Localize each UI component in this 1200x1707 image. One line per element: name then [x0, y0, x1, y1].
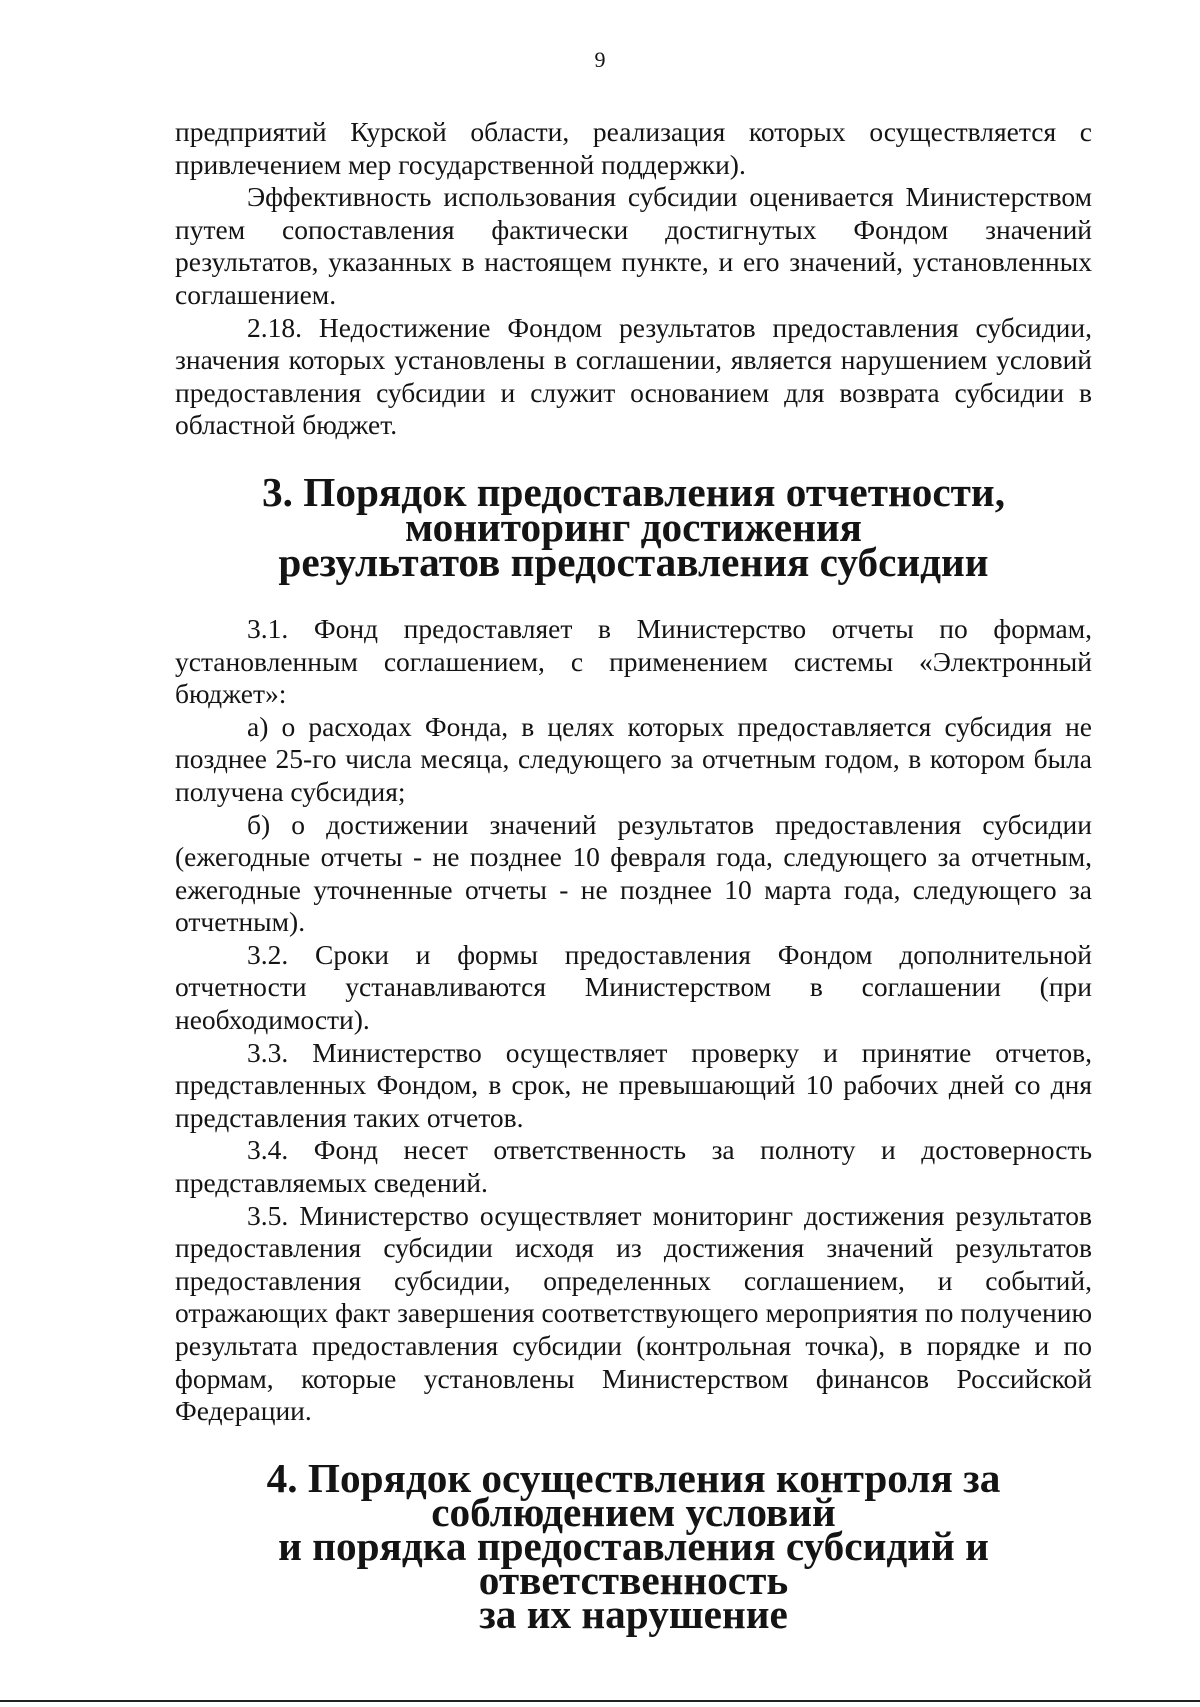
section3-heading-line: 3. Порядок предоставления отчетности, мониторинг достижения — [261, 468, 1006, 550]
section4-heading-line: 4. Порядок осуществления контроля за соблюдением условий — [266, 1454, 1001, 1535]
paragraph: 2.18. Недостижение Фондом результатов предоставления субсидии, значения которых установлены в соглашении, является нарушением условий предоставления субсидии и служит основанием для возврата субсидии в областной бюджет. — [175, 311, 1092, 441]
document-body — [175, 116, 1092, 1637]
paragraph: 3.5. Министерство осуществляет мониторинг достижения результатов предоставления субсидии исходя из достижения значений результатов предоставления субсидии, определенных соглашением, и событий, отражающих факт завершения соответствующего мероприятия по получению результата предоставления субсидии (контрольная точка), в порядке и по формам, которые установлены Министерством финансов Российской Федерации. — [175, 1199, 1092, 1427]
scan-bottom-edge — [0, 1700, 1200, 1702]
paragraph: Эффективность использования субсидии оценивается Министерством путем сопоставления фактически достигнутых Фондом значений результатов, указанных в настоящем пункте, и его значений, установленных соглашением. — [175, 181, 1092, 310]
section2-continuation — [175, 116, 1092, 442]
section3-heading — [175, 468, 1092, 585]
section4-heading — [175, 1454, 1092, 1637]
section3-body — [175, 613, 1092, 1428]
paragraph: а) о расходах Фонда, в целях которых предоставляется субсидия не позднее 25-го числа месяца, следующего за отчетным годом, в котором была получена субсидия; — [175, 710, 1092, 807]
paragraph: предприятий Курской области, реализация которых осуществляется с привлечением мер государственной поддержки). — [175, 116, 1092, 180]
paragraph: 3.2. Сроки и формы предоставления Фондом дополнительной отчетности устанавливаются Министерством в соглашении (при необходимости). — [175, 938, 1092, 1036]
paragraph: 3.4. Фонд несет ответственность за полноту и достоверность представляемых сведений. — [175, 1134, 1092, 1199]
paragraph: 3.1. Фонд предоставляет в Министерство отчеты по формам, установленным соглашением, с применением системы «Электронный бюджет»: — [175, 612, 1092, 710]
paragraph: б) о достижении значений результатов предоставления субсидии (ежегодные отчеты - не позднее 10 февраля года, следующего за отчетным, ежегодные уточненные отчеты - не позднее 10 марта года, следующего за отчетным). — [175, 808, 1092, 938]
section4-heading-line: и порядка предоставления субсидий и ответственность — [278, 1522, 989, 1603]
page-number: 9 — [594, 47, 606, 72]
section4-heading-line: за их нарушение — [479, 1590, 788, 1637]
section3-heading-line: результатов предоставления субсидии — [278, 538, 989, 585]
paragraph: 3.3. Министерство осуществляет проверку и принятие отчетов, представленных Фондом, в срок, не превышающий 10 рабочих дней со дня представления таких отчетов. — [175, 1036, 1092, 1133]
